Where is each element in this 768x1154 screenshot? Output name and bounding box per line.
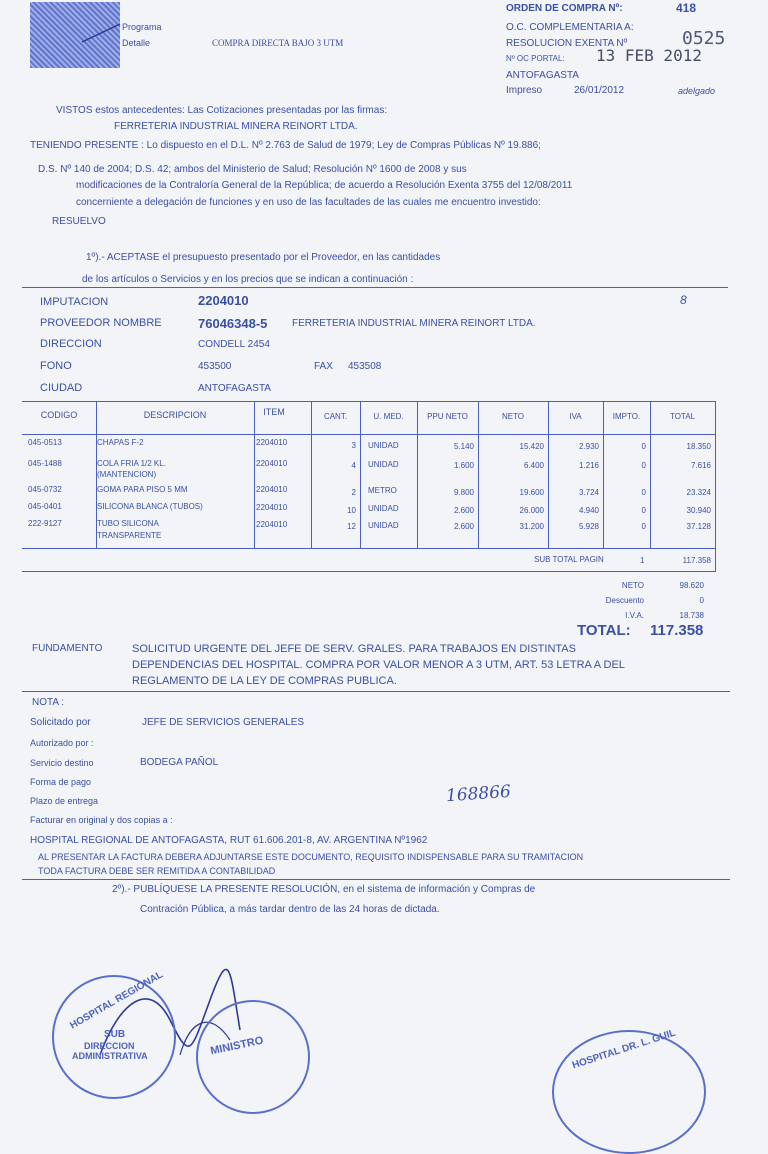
col-header-total: TOTAL — [669, 412, 696, 421]
cell-codigo: 045-1488 — [28, 459, 62, 468]
cell-umed: UNIDAD — [368, 521, 399, 530]
cell-neto: 15.420 — [519, 442, 544, 451]
col-header-ppu: PPU NETO — [427, 412, 468, 421]
stamp-hospital-dr-text: HOSPITAL DR. L. GUIL — [570, 1027, 678, 1072]
fono-label: FONO — [40, 360, 72, 372]
proveedor-rut: 76046348-5 — [198, 316, 268, 331]
cell-neto: 31.200 — [519, 522, 544, 531]
cell-cant: 4 — [351, 461, 356, 470]
cell-item: 2204010 — [256, 520, 288, 529]
direccion-value: CONDELL 2454 — [198, 339, 270, 350]
resolucion-number: 0525 — [682, 28, 726, 49]
cell-descripcion: CHAPAS F-2 — [97, 438, 144, 447]
neto-value: 98.620 — [679, 581, 704, 590]
pen-stroke — [80, 22, 122, 44]
divider-top — [22, 287, 728, 288]
cell-neto: 19.600 — [519, 488, 544, 497]
cell-impto: 0 — [641, 488, 646, 497]
teniendo-line-1: TENIENDO PRESENTE : Lo dispuesto en el D.L. Nº 2.763 de Salud de 1979; Ley de Compras Públicas Nº 19.886; — [30, 140, 541, 151]
hospital-dr-stamp — [552, 1027, 706, 1154]
fundamento-line-2: DEPENDENCIAS DEL HOSPITAL. COMPRA POR VALOR MENOR A 3 UTM, ART. 53 LETRA A DEL — [132, 659, 625, 671]
adelgado-text: adelgado — [678, 86, 716, 96]
publiquese-line-1: 2º).- PUBLÍQUESE LA PRESENTE RESOLUCIÓN, en el sistema de información y Compras de — [112, 884, 536, 895]
divider-footer — [22, 879, 730, 880]
cell-impto: 0 — [641, 522, 646, 531]
col-header-neto: NETO — [501, 412, 525, 421]
col-header-impto: IMPTO. — [612, 412, 641, 421]
plazo-entrega-label: Plazo de entrega — [30, 796, 99, 806]
cell-codigo: 045-0513 — [28, 438, 62, 447]
cell-total: 37.128 — [686, 522, 711, 531]
cell-descripcion: GOMA PARA PISO 5 MM — [97, 485, 188, 494]
fundamento-label: FUNDAMENTO — [32, 643, 103, 654]
date-stamp: 13 FEB 2012 — [596, 46, 702, 65]
cell-descripcion: COLA FRIA 1/2 KL. — [97, 459, 166, 468]
orden-number: 418 — [676, 1, 697, 15]
impreso-label: Impreso — [506, 85, 543, 96]
cell-total: 23.324 — [686, 488, 711, 497]
cell-iva: 4.940 — [578, 506, 599, 515]
proveedor-name: FERRETERIA INDUSTRIAL MINERA REINORT LTDA. — [292, 318, 536, 329]
orden-label: ORDEN DE COMPRA Nº: — [506, 3, 623, 14]
factura-note-1: AL PRESENTAR LA FACTURA DEBERA ADJUNTARSE ESTE DOCUMENTO, REQUISITO INDISPENSABLE PARA SU TRAMITACION — [38, 852, 584, 862]
cell-total: 7.616 — [690, 461, 711, 470]
table-bottom-border — [22, 548, 716, 549]
stamp-administrativa-text: ADMINISTRATIVA — [72, 1051, 148, 1061]
cell-umed: UNIDAD — [368, 460, 399, 469]
subtotal-border — [22, 571, 716, 572]
impreso-date: 26/01/2012 — [574, 85, 625, 96]
iva-value: 18.738 — [679, 611, 704, 620]
solicitado-label: Solicitado por — [30, 717, 91, 728]
programa-label: Programa — [122, 22, 162, 32]
table-header-border — [22, 434, 716, 435]
cell-iva: 1.216 — [578, 461, 599, 470]
cell-codigo: 045-0732 — [28, 485, 62, 494]
fax-label: FAX — [314, 361, 333, 372]
stamp-sub-text: SUB — [104, 1029, 126, 1040]
cell-descripcion-2: (MANTENCION) — [97, 470, 157, 479]
forma-pago-label: Forma de pago — [30, 777, 92, 787]
fono-value: 453500 — [198, 361, 232, 372]
cell-impto: 0 — [641, 506, 646, 515]
ciudad-value: ANTOFAGASTA — [198, 383, 271, 394]
direccion-label: DIRECCION — [40, 338, 102, 350]
publiquese-line-2: Contración Pública, a más tardar dentro de las 24 horas de dictada. — [140, 904, 440, 915]
solicitado-value: JEFE DE SERVICIOS GENERALES — [142, 717, 305, 728]
cell-item: 2204010 — [256, 438, 288, 447]
col-header-codigo: CODIGO — [40, 410, 78, 420]
servicio-value: BODEGA PAÑOL — [140, 757, 219, 768]
cell-impto: 0 — [641, 442, 646, 451]
imputacion-value: 2204010 — [198, 293, 249, 308]
neto-label: NETO — [621, 581, 644, 590]
cell-codigo: 045-0401 — [28, 502, 62, 511]
hospital-billing: HOSPITAL REGIONAL DE ANTOFAGASTA, RUT 61.606.201-8, AV. ARGENTINA Nº1962 — [30, 835, 428, 846]
cell-total: 30.940 — [686, 506, 711, 515]
col-header-iva: IVA — [569, 412, 582, 421]
col-header-descripcion: DESCRIPCION — [143, 410, 207, 420]
cell-codigo: 222-9127 — [28, 519, 62, 528]
col-header-item: ITEM — [263, 407, 285, 417]
cell-cant: 2 — [351, 488, 356, 497]
divider-fundamento — [22, 691, 730, 692]
cell-iva: 2.930 — [578, 442, 599, 451]
cell-neto: 26.000 — [519, 506, 544, 515]
fax-value: 453508 — [348, 361, 382, 372]
cell-neto: 6.400 — [523, 461, 544, 470]
factura-note-2: TODA FACTURA DEBE SER REMITIDA A CONTABILIDAD — [38, 866, 276, 876]
cell-iva: 5.928 — [578, 522, 599, 531]
cell-cant: 12 — [347, 522, 356, 531]
total-value: 117.358 — [650, 622, 704, 639]
stamp-ministro-text: MINISTRO — [209, 1034, 265, 1058]
stamp-direccion-text: DIRECCION — [84, 1041, 135, 1051]
stamp-hospital-text: HOSPITAL REGIONAL — [68, 969, 165, 1032]
col-header-umed: U. MED. — [373, 412, 404, 421]
cell-item: 2204010 — [256, 503, 288, 512]
cell-item: 2204010 — [256, 459, 288, 468]
servicio-label: Servicio destino — [30, 758, 94, 768]
nota-label: NOTA : — [32, 697, 65, 708]
handwritten-number: 168866 — [445, 781, 512, 807]
teniendo-line-3: modificaciones de la Contraloría General de la República; de acuerdo a Resolución Exenta 3755 del 12/08/2011 — [76, 180, 573, 191]
iva-label: I.V.A. — [625, 611, 644, 620]
cell-descripcion: TUBO SILICONA — [97, 519, 159, 528]
handwritten-mark: 8 — [680, 293, 687, 307]
table-top-border — [22, 401, 716, 402]
teniendo-line-4: concerniente a delegación de funciones y en uso de las facultades de las cuales me encuentro investido: — [76, 197, 541, 208]
fundamento-line-3: REGLAMENTO DE LA LEY DE COMPRAS PUBLICA. — [132, 675, 397, 687]
teniendo-line-2: D.S. Nº 140 de 2004; D.S. 42; ambos del Ministerio de Salud; Resolución Nº 1600 de 2008 y sus — [38, 164, 467, 175]
cell-umed: UNIDAD — [368, 504, 399, 513]
hospital-regional-stamp — [52, 969, 176, 1099]
facturar-text: Facturar en original y dos copias a : — [30, 815, 173, 825]
cell-descripcion-2: TRANSPARENTE — [97, 531, 162, 540]
cell-iva: 3.724 — [578, 488, 599, 497]
vistos-text: VISTOS estos antecedentes: Las Cotizaciones presentadas por las firmas: — [56, 105, 388, 116]
firma-text: FERRETERIA INDUSTRIAL MINERA REINORT LTDA. — [114, 121, 358, 132]
fundamento-line-1: SOLICITUD URGENTE DEL JEFE DE SERV. GRALES. PARA TRABAJOS EN DISTINTAS — [132, 643, 576, 655]
descuento-value: 0 — [699, 596, 704, 605]
aceptase-line-2: de los artículos o Servicios y en los precios que se indican a continuación : — [82, 274, 414, 285]
descuento-label: Descuento — [605, 596, 644, 605]
cell-ppu: 1.600 — [453, 461, 474, 470]
oc-portal-label: Nº OC PORTAL: — [506, 54, 565, 63]
cell-umed: UNIDAD — [368, 441, 399, 450]
city-header: ANTOFAGASTA — [506, 70, 579, 81]
aceptase-line-1: 1º).- ACEPTASE el presupuesto presentado por el Proveedor, en las cantidades — [86, 252, 441, 263]
detalle-label: Detalle — [122, 38, 151, 48]
subtotal-page: 1 — [640, 556, 645, 565]
cell-total: 18.350 — [686, 442, 711, 451]
oc-complementaria: O.C. COMPLEMENTARIA A: — [506, 22, 634, 33]
resolucion-exenta: RESOLUCION EXENTA Nº — [506, 38, 628, 49]
total-label: TOTAL: — [577, 622, 631, 639]
imputacion-label: IMPUTACION — [40, 296, 109, 308]
resuelvo-text: RESUELVO — [52, 216, 106, 227]
proveedor-label: PROVEEDOR NOMBRE — [40, 317, 162, 329]
cell-descripcion: SILICONA BLANCA (TUBOS) — [97, 502, 203, 511]
cell-cant: 10 — [347, 506, 356, 515]
cell-ppu: 2.600 — [453, 522, 474, 531]
cell-ppu: 5.140 — [453, 442, 474, 451]
ciudad-label: CIUDAD — [40, 382, 83, 394]
cell-ppu: 2.600 — [453, 506, 474, 515]
cell-ppu: 9.800 — [453, 488, 474, 497]
cell-impto: 0 — [641, 461, 646, 470]
col-header-cant: CANT. — [323, 412, 348, 421]
autorizado-label: Autorizado por : — [30, 738, 94, 748]
cell-item: 2204010 — [256, 485, 288, 494]
cell-umed: METRO — [368, 486, 397, 495]
detalle-value: COMPRA DIRECTA BAJO 3 UTM — [212, 38, 344, 48]
cell-cant: 3 — [351, 441, 356, 450]
table-right-border — [715, 401, 716, 571]
ministro-stamp — [196, 1000, 310, 1114]
subtotal-label: SUB TOTAL PAGIN — [534, 555, 604, 564]
subtotal-value: 117.358 — [682, 556, 711, 565]
